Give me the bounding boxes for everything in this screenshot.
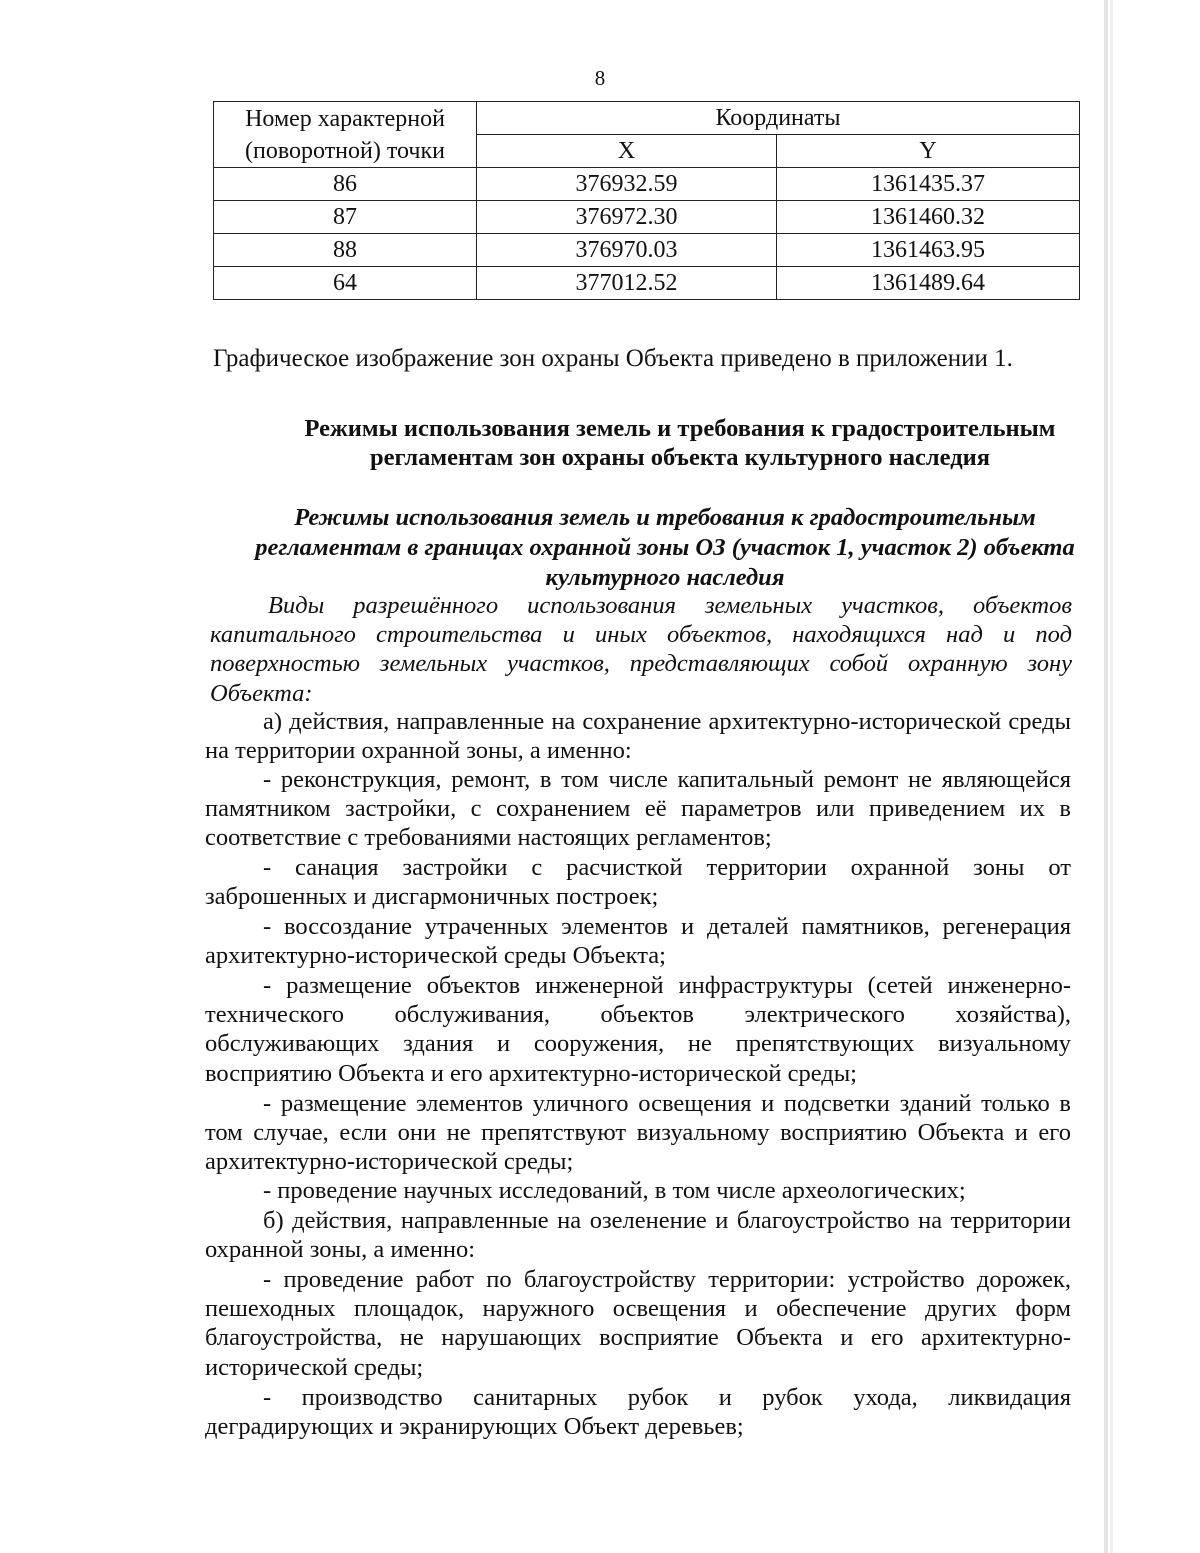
scan-edge-line bbox=[1104, 0, 1108, 1553]
paragraph-felling: - производство санитарных рубок и рубок ухода, ликвидация деградирующих и экранирующих Объект деревьев; bbox=[205, 1384, 1071, 1441]
header-point-number: Номер характерной (поворотной) точки bbox=[214, 102, 477, 168]
graphic-note: Графическое изображение зон охраны Объекта приведено в приложении 1. bbox=[213, 345, 1013, 372]
table-row bbox=[214, 267, 1080, 300]
cell-y: 1361463.95 bbox=[777, 234, 1080, 267]
paragraph-reconstruction: - реконструкция, ремонт, в том числе капитальный ремонт не являющейся памятником застройки, с сохранением её параметров или приведением их в соответствие с требованиями настоящих регламентов; bbox=[205, 766, 1071, 852]
paragraph-research: - проведение научных исследований, в том числе археологических; bbox=[263, 1177, 966, 1204]
table-header-row bbox=[214, 102, 1080, 135]
paragraph-landscaping: - проведение работ по благоустройству территории: устройство дорожек, пешеходных площадок, наружного освещения и обеспечение других форм благоустройства, не нарушающих восприятие Объекта и его архитектурно-исторической среды; bbox=[205, 1266, 1071, 1381]
cell-point: 86 bbox=[214, 168, 477, 201]
scan-edge-line-secondary bbox=[1110, 0, 1113, 1553]
paragraph-b: б) действия, направленные на озеленение и благоустройство на территории охранной зоны, а именно: bbox=[205, 1207, 1071, 1264]
paragraph-lighting: - размещение элементов уличного освещения и подсветки зданий только в том случае, если они не препятствуют визуальному восприятию Объекта и его архитектурно-исторической среды; bbox=[205, 1090, 1071, 1176]
paragraph-a: а) действия, направленные на сохранение архитектурно-исторической среды на территории охранной зоны, а именно: bbox=[205, 708, 1071, 765]
cell-x: 376972.30 bbox=[477, 201, 777, 234]
cell-y: 1361460.32 bbox=[777, 201, 1080, 234]
cell-x: 377012.52 bbox=[477, 267, 777, 300]
page-number: 8 bbox=[594, 66, 606, 90]
cell-y: 1361435.37 bbox=[777, 168, 1080, 201]
cell-point: 87 bbox=[214, 201, 477, 234]
table-row bbox=[214, 201, 1080, 234]
cell-point: 88 bbox=[214, 234, 477, 267]
paragraph-sanitation: - санация застройки с расчисткой территории охранной зоны от заброшенных и дисгармоничных построек; bbox=[205, 854, 1071, 911]
table-row bbox=[214, 168, 1080, 201]
header-coordinates: Координаты bbox=[477, 102, 1080, 135]
intro-paragraph: Виды разрешённого использования земельных участков, объектов капитального строительства и иных объектов, находящихся над и под поверхностью земельных участков, представляющих собой охранную зону Объекта: bbox=[210, 592, 1072, 707]
paragraph-recreation: - воссоздание утраченных элементов и деталей памятников, регенерация архитектурно-исторической среды Объекта; bbox=[205, 913, 1071, 970]
cell-x: 376970.03 bbox=[477, 234, 777, 267]
coordinates-table bbox=[213, 101, 1080, 300]
header-x: X bbox=[477, 135, 777, 168]
cell-y: 1361489.64 bbox=[777, 267, 1080, 300]
cell-point: 64 bbox=[214, 267, 477, 300]
table-row bbox=[214, 234, 1080, 267]
sub-heading: Режимы использования земель и требования к градостроительным регламентам в границах охранной зоны ОЗ (участок 1, участок 2) объекта культурного наследия bbox=[255, 504, 1075, 591]
scan-edge bbox=[1100, 0, 1200, 1553]
paragraph-infrastructure: - размещение объектов инженерной инфраструктуры (сетей инженерно-технического обслуживания, объектов электрического хозяйства), обслуживающих здания и сооружения, не препятствующих визуальному восприятию Объекта и его архитектурно-исторической среды; bbox=[205, 972, 1071, 1087]
cell-x: 376932.59 bbox=[477, 168, 777, 201]
main-heading: Режимы использования земель и требования к градостроительным регламентам зон охраны объекта культурного наследия bbox=[304, 415, 1056, 471]
header-y: Y bbox=[777, 135, 1080, 168]
